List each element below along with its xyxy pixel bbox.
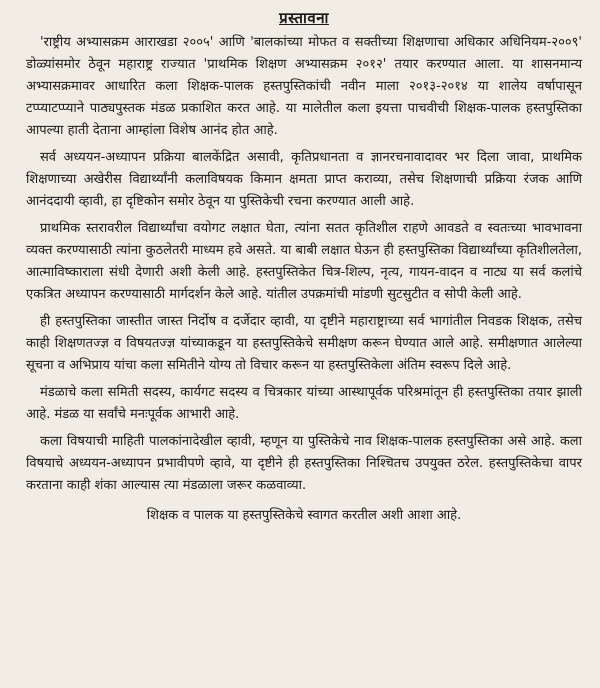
- paragraph-4: ही हस्तपुस्तिका जास्तीत जास्त निर्दोष व दर्जेदार व्हावी, या दृष्टीने महाराष्ट्राच्या सर्व भागांतील निवडक शिक्षक, तसेच काही शिक्षणतज्ज्ञ व विषयतज्ज्ञ यांच्याकडून या हस्तपुस्तिकेचे समीक्षण करून घेण्यात आले आहे. समीक्षणात आलेल्या सूचना व अभिप्राय यांचा कला समितीने योग्य तो विचार करून या हस्तपुस्तिकेला अंतिम स्वरूप दिले आहे.: [26, 314, 582, 373]
- paragraph-1: 'राष्ट्रीय अभ्यासक्रम आराखडा २००५' आणि 'बालकांच्या मोफत व सक्तीच्या शिक्षणाचा अधिकार अधिनियम-२००९' डोळ्यांसमोर ठेवून महाराष्ट्र राज्यात 'प्राथमिक शिक्षण अभ्यासक्रम २०१२' तयार करण्यात आला. या शासनमान्य अभ्यासक्रमावर आधारित कला शिक्षक-पालक हस्तपुस्तिकांची नवीन माला २०१३-२०१४ या शालेय वर्षापासून टप्प्याटप्प्याने पाठ्यपुस्तक मंडळ प्रकाशित करत आहे. या मालेतील कला इयत्ता पाचवीची शिक्षक-पालक हस्तपुस्तिका आपल्या हाती देताना आम्हांला विशेष आनंद होत आहे.: [26, 35, 582, 138]
- paragraph-6: कला विषयाची माहिती पालकांनादेखील व्हावी, म्हणून या पुस्तिकेचे नाव शिक्षक-पालक हस्तपुस्तिका असे आहे. कला विषयाचे अध्ययन-अध्यापन प्रभावीपणे व्हावे, या दृष्टीने ही हस्तपुस्तिका निश्चितच उपयुक्त ठरेल. हस्तपुस्तिकेचा वापर करताना काही शंका आल्यास त्या मंडळाला जरूर कळवाव्या.: [26, 434, 582, 493]
- paragraph-3: प्राथमिक स्तरावरील विद्यार्थ्यांचा वयोगट लक्षात घेता, त्यांना सतत कृतिशील राहणे आवडते व स्वतःच्या भावभावना व्यक्त करण्यासाठी त्यांना कुठलेतरी माध्यम हवे असते. या बाबी लक्षात घेऊन ही हस्तपुस्तिका विद्यार्थ्यांच्या कृतिशीलतेला, आत्माविष्काराला संधी देणारी अशी केली आहे. हस्तपुस्तिकेत चित्र-शिल्प, नृत्य, गायन-वादन व नाट्य या सर्व कलांचे एकत्रित अध्यापन करण्यासाठी मार्गदर्शन केले आहे. यांतील उपक्रमांची मांडणी सुटसुटीत व सोपी केली आहे.: [26, 221, 582, 302]
- paragraph-5: मंडळाचे कला समिती सदस्य, कार्यगट सदस्य व चित्रकार यांच्या आस्थापूर्वक परिश्रमांतून ही हस्तपुस्तिका तयार झाली आहे. मंडळ या सर्वांचे मनःपूर्वक आभारी आहे.: [26, 385, 582, 422]
- page-title: प्रस्तावना: [279, 9, 329, 27]
- paragraph-2: सर्व अध्ययन-अध्यापन प्रक्रिया बालकेंद्रित असावी, कृतिप्रधानता व ज्ञानरचनावादावर भर दिला जावा, प्राथमिक शिक्षणाच्या अखेरीस विद्यार्थ्यांनी कलाविषयक किमान क्षमता प्राप्त कराव्या, तसेच शिक्षणाची प्रक्रिया रंजक आणि आनंददायी व्हावी, हा दृष्टिकोन समोर ठेवून या पुस्तिकेची रचना करण्यात आली आहे.: [26, 150, 582, 209]
- closing-line: शिक्षक व पालक या हस्तपुस्तिकेचे स्वागत करतील अशी आशा आहे.: [146, 508, 462, 523]
